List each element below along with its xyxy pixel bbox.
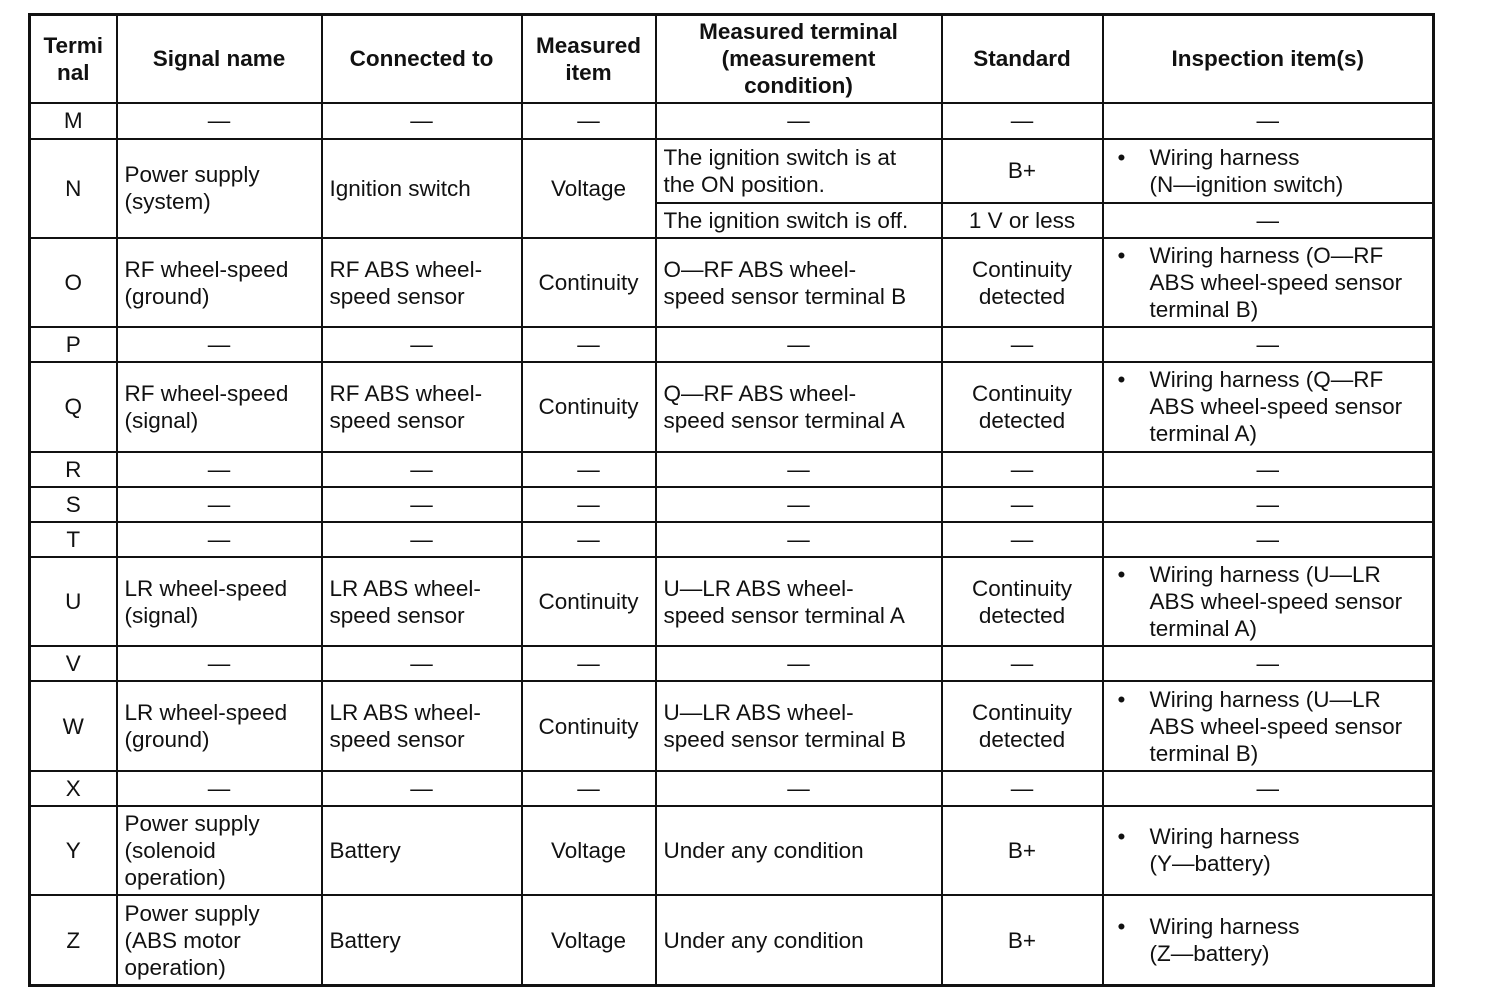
inspection-cell: — (1103, 522, 1434, 557)
measured-item-cell: — (522, 771, 656, 806)
signal-name-cell: LR wheel-speed (ground) (117, 681, 322, 770)
standard-cell: B+ (942, 139, 1103, 203)
table-row (30, 557, 1434, 646)
inspection-text: Wiring harness (Y—battery) (1149, 824, 1300, 877)
inspection-cell: — (1103, 203, 1434, 238)
inspection-cell (1103, 806, 1434, 895)
measurement-condition-cell: U—LR ABS wheel- speed sensor terminal A (656, 557, 942, 646)
table-row (30, 806, 1434, 895)
measured-item-cell: Continuity (522, 362, 656, 451)
inspection-text: Wiring harness (U—LR ABS wheel-speed sensor terminal A) (1149, 562, 1403, 642)
bullet-icon: • (1117, 144, 1126, 170)
inspection-cell (1103, 895, 1434, 985)
signal-name-cell: Power supply (solenoid operation) (117, 806, 322, 895)
bullet-icon: • (1117, 562, 1126, 588)
inspection-cell (1103, 238, 1434, 327)
table-body (30, 103, 1434, 986)
signal-name-cell: Power supply (ABS motor operation) (117, 895, 322, 985)
measured-item-cell: — (522, 103, 656, 139)
table-row (30, 103, 1434, 139)
measurement-condition-cell: — (656, 487, 942, 522)
measurement-condition-cell: U—LR ABS wheel- speed sensor terminal B (656, 681, 942, 770)
signal-name-cell: — (117, 103, 322, 139)
measurement-condition-cell: — (656, 646, 942, 681)
measurement-condition-cell: The ignition switch is off. (656, 203, 942, 238)
header-signal-name: Signal name (117, 15, 322, 103)
measured-item-cell: — (522, 522, 656, 557)
table-row (30, 895, 1434, 985)
bullet-icon: • (1117, 686, 1126, 712)
inspection-cell: — (1103, 327, 1434, 362)
measurement-condition-cell: O—RF ABS wheel- speed sensor terminal B (656, 238, 942, 327)
terminal-cell: T (30, 522, 117, 557)
inspection-cell (1103, 557, 1434, 646)
connected-to-cell: — (322, 771, 522, 806)
header-inspection-items: Inspection item(s) (1103, 15, 1434, 103)
measured-item-cell: — (522, 452, 656, 487)
connected-to-cell: RF ABS wheel- speed sensor (322, 362, 522, 451)
standard-cell: — (942, 771, 1103, 806)
inspection-text: Wiring harness (Z—battery) (1149, 914, 1300, 967)
table-row (30, 362, 1434, 451)
measurement-condition-cell: The ignition switch is at the ON position. (656, 139, 942, 203)
connected-to-cell: — (322, 646, 522, 681)
terminal-cell: X (30, 771, 117, 806)
terminal-cell: R (30, 452, 117, 487)
standard-cell: — (942, 452, 1103, 487)
signal-name-cell: — (117, 452, 322, 487)
signal-name-cell: — (117, 771, 322, 806)
standard-cell: B+ (942, 895, 1103, 985)
table-row (30, 327, 1434, 362)
standard-cell: — (942, 522, 1103, 557)
measured-item-cell: Voltage (522, 806, 656, 895)
inspection-cell: — (1103, 103, 1434, 139)
terminal-cell: N (30, 139, 117, 238)
connected-to-cell: — (322, 452, 522, 487)
table-row (30, 646, 1434, 681)
connected-to-cell: LR ABS wheel- speed sensor (322, 557, 522, 646)
bullet-icon: • (1117, 367, 1126, 393)
standard-cell: B+ (942, 806, 1103, 895)
terminal-cell: P (30, 327, 117, 362)
signal-name-cell: — (117, 646, 322, 681)
measurement-condition-cell: — (656, 327, 942, 362)
table-row (30, 522, 1434, 557)
standard-cell: Continuity detected (942, 557, 1103, 646)
table-row (30, 681, 1434, 770)
standard-cell: — (942, 646, 1103, 681)
standard-cell: Continuity detected (942, 362, 1103, 451)
measured-item-cell: — (522, 327, 656, 362)
measured-item-cell: Voltage (522, 139, 656, 238)
standard-cell: — (942, 487, 1103, 522)
measurement-condition-cell: — (656, 103, 942, 139)
standard-cell: Continuity detected (942, 238, 1103, 327)
inspection-cell (1103, 362, 1434, 451)
header-standard: Standard (942, 15, 1103, 103)
terminal-cell: S (30, 487, 117, 522)
connected-to-cell: RF ABS wheel- speed sensor (322, 238, 522, 327)
measurement-condition-cell: Q—RF ABS wheel- speed sensor terminal A (656, 362, 942, 451)
terminal-cell: Q (30, 362, 117, 451)
table-row (30, 771, 1434, 806)
header-measured-terminal: Measured terminal (measurement condition) (656, 15, 942, 103)
inspection-cell (1103, 681, 1434, 770)
header-measured-item: Measured item (522, 15, 656, 103)
bullet-icon: • (1117, 824, 1126, 850)
table-row (30, 139, 1434, 203)
bullet-icon: • (1117, 914, 1126, 940)
standard-cell: 1 V or less (942, 203, 1103, 238)
measured-item-cell: Continuity (522, 681, 656, 770)
measurement-condition-cell: Under any condition (656, 895, 942, 985)
connected-to-cell: Ignition switch (322, 139, 522, 238)
inspection-cell: — (1103, 487, 1434, 522)
measurement-condition-cell: — (656, 771, 942, 806)
connected-to-cell: LR ABS wheel- speed sensor (322, 681, 522, 770)
measured-item-cell: — (522, 646, 656, 681)
signal-name-cell: RF wheel-speed (ground) (117, 238, 322, 327)
inspection-cell (1103, 139, 1434, 203)
connected-to-cell: — (322, 487, 522, 522)
header-terminal: Termi nal (30, 15, 117, 103)
table-row (30, 238, 1434, 327)
header-connected-to: Connected to (322, 15, 522, 103)
signal-name-cell: LR wheel-speed (signal) (117, 557, 322, 646)
inspection-text: Wiring harness (N—ignition switch) (1149, 144, 1344, 197)
inspection-cell: — (1103, 646, 1434, 681)
inspection-cell: — (1103, 452, 1434, 487)
standard-cell: — (942, 103, 1103, 139)
measurement-condition-cell: — (656, 522, 942, 557)
terminal-cell: U (30, 557, 117, 646)
measured-item-cell: Voltage (522, 895, 656, 985)
measured-item-cell: — (522, 487, 656, 522)
terminal-cell: Z (30, 895, 117, 985)
table-row (30, 487, 1434, 522)
terminal-inspection-table (28, 13, 1435, 987)
inspection-text: Wiring harness (O—RF ABS wheel-speed sensor terminal B) (1149, 243, 1403, 323)
connected-to-cell: — (322, 103, 522, 139)
standard-cell: — (942, 327, 1103, 362)
signal-name-cell: — (117, 487, 322, 522)
measurement-condition-cell: — (656, 452, 942, 487)
header-row (30, 15, 1434, 103)
inspection-text: Wiring harness (U—LR ABS wheel-speed sensor terminal B) (1149, 686, 1403, 766)
signal-name-cell: Power supply (system) (117, 139, 322, 238)
signal-name-cell: — (117, 522, 322, 557)
inspection-text: Wiring harness (Q—RF ABS wheel-speed sensor terminal A) (1149, 367, 1403, 447)
bullet-icon: • (1117, 243, 1126, 269)
signal-name-cell: — (117, 327, 322, 362)
inspection-cell: — (1103, 771, 1434, 806)
terminal-cell: V (30, 646, 117, 681)
measurement-condition-cell: Under any condition (656, 806, 942, 895)
connected-to-cell: Battery (322, 806, 522, 895)
signal-name-cell: RF wheel-speed (signal) (117, 362, 322, 451)
terminal-cell: M (30, 103, 117, 139)
terminal-cell: O (30, 238, 117, 327)
connected-to-cell: — (322, 522, 522, 557)
connected-to-cell: — (322, 327, 522, 362)
table-row (30, 452, 1434, 487)
terminal-cell: Y (30, 806, 117, 895)
terminal-cell: W (30, 681, 117, 770)
measured-item-cell: Continuity (522, 238, 656, 327)
measured-item-cell: Continuity (522, 557, 656, 646)
standard-cell: Continuity detected (942, 681, 1103, 770)
connected-to-cell: Battery (322, 895, 522, 985)
